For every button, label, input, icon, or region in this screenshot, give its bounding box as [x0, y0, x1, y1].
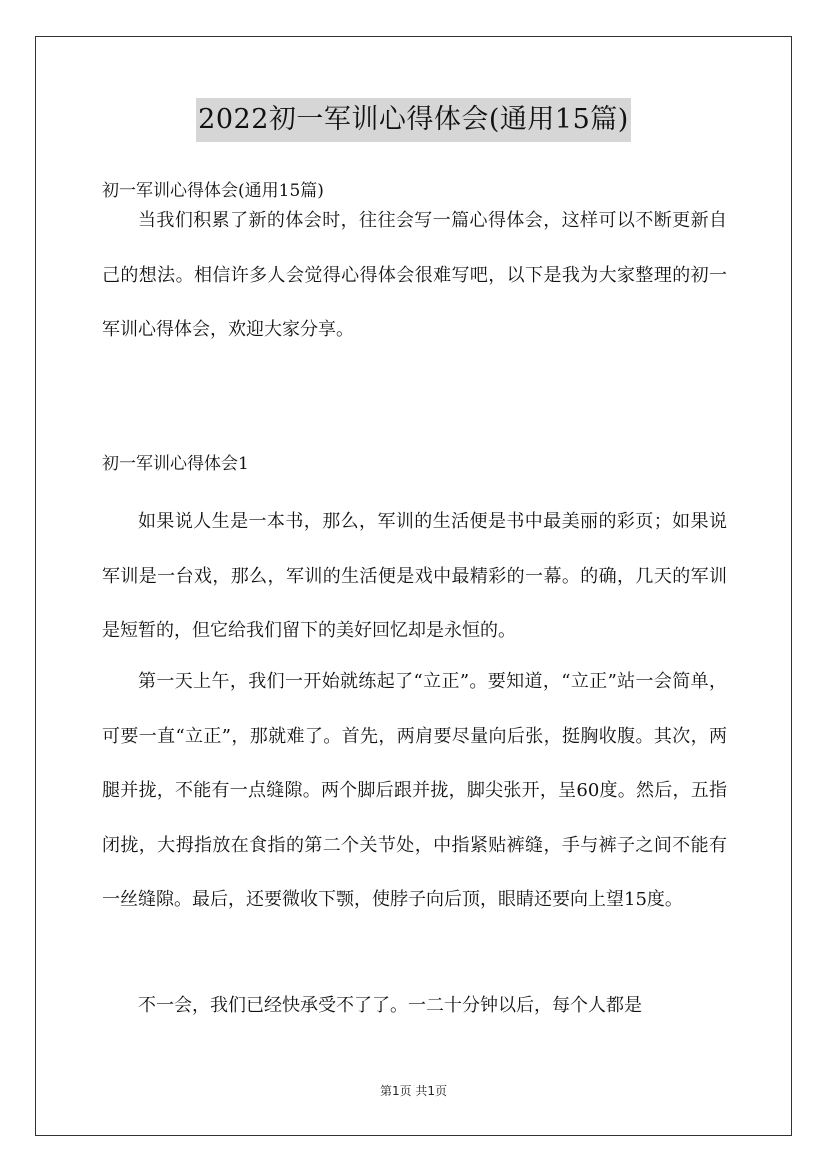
body-paragraph-3: 不一会，我们已经快承受不了了。一二十分钟以后，每个人都是: [138, 995, 642, 1016]
document-subtitle: 初一军训心得体会(通用15篇): [102, 181, 324, 201]
section-heading: 初一军训心得体会1: [102, 454, 249, 474]
body-paragraph-2: 第一天上午，我们一开始就练起了“立正”。要知道，“立正”站一会简单，可要一直“立正”，那就难了。首先，两肩要尽量向后张，挺胸收腹。其次，两腿并拢，不能有一点缝隙。两个脚后跟并拢，脚尖张开，呈60度。然后，五指闭拢，大拇指放在食指的第二个关节处，中指紧贴裤缝，手与裤子之间不能有一丝缝隙。最后，还要微收下颚，使脖子向后顶，眼睛还要向上望15度。: [102, 671, 727, 910]
document-title: 2022初一军训心得体会(通用15篇): [196, 98, 631, 142]
page-footer: 第1页 共1页: [379, 1084, 448, 1098]
title-wrap: [0, 98, 827, 142]
body-paragraph-1: 如果说人生是一本书，那么，军训的生活便是书中最美丽的彩页；如果说军训是一台戏，那么，军训的生活便是戏中最精彩的一幕。的确，几天的军训是短暂的，但它给我们留下的美好回忆却是永恒的。: [102, 511, 727, 641]
intro-paragraph: 当我们积累了新的体会时，往往会写一篇心得体会，这样可以不断更新自己的想法。相信许多人会觉得心得体会很难写吧，以下是我为大家整理的初一军训心得体会，欢迎大家分享。: [102, 210, 727, 340]
